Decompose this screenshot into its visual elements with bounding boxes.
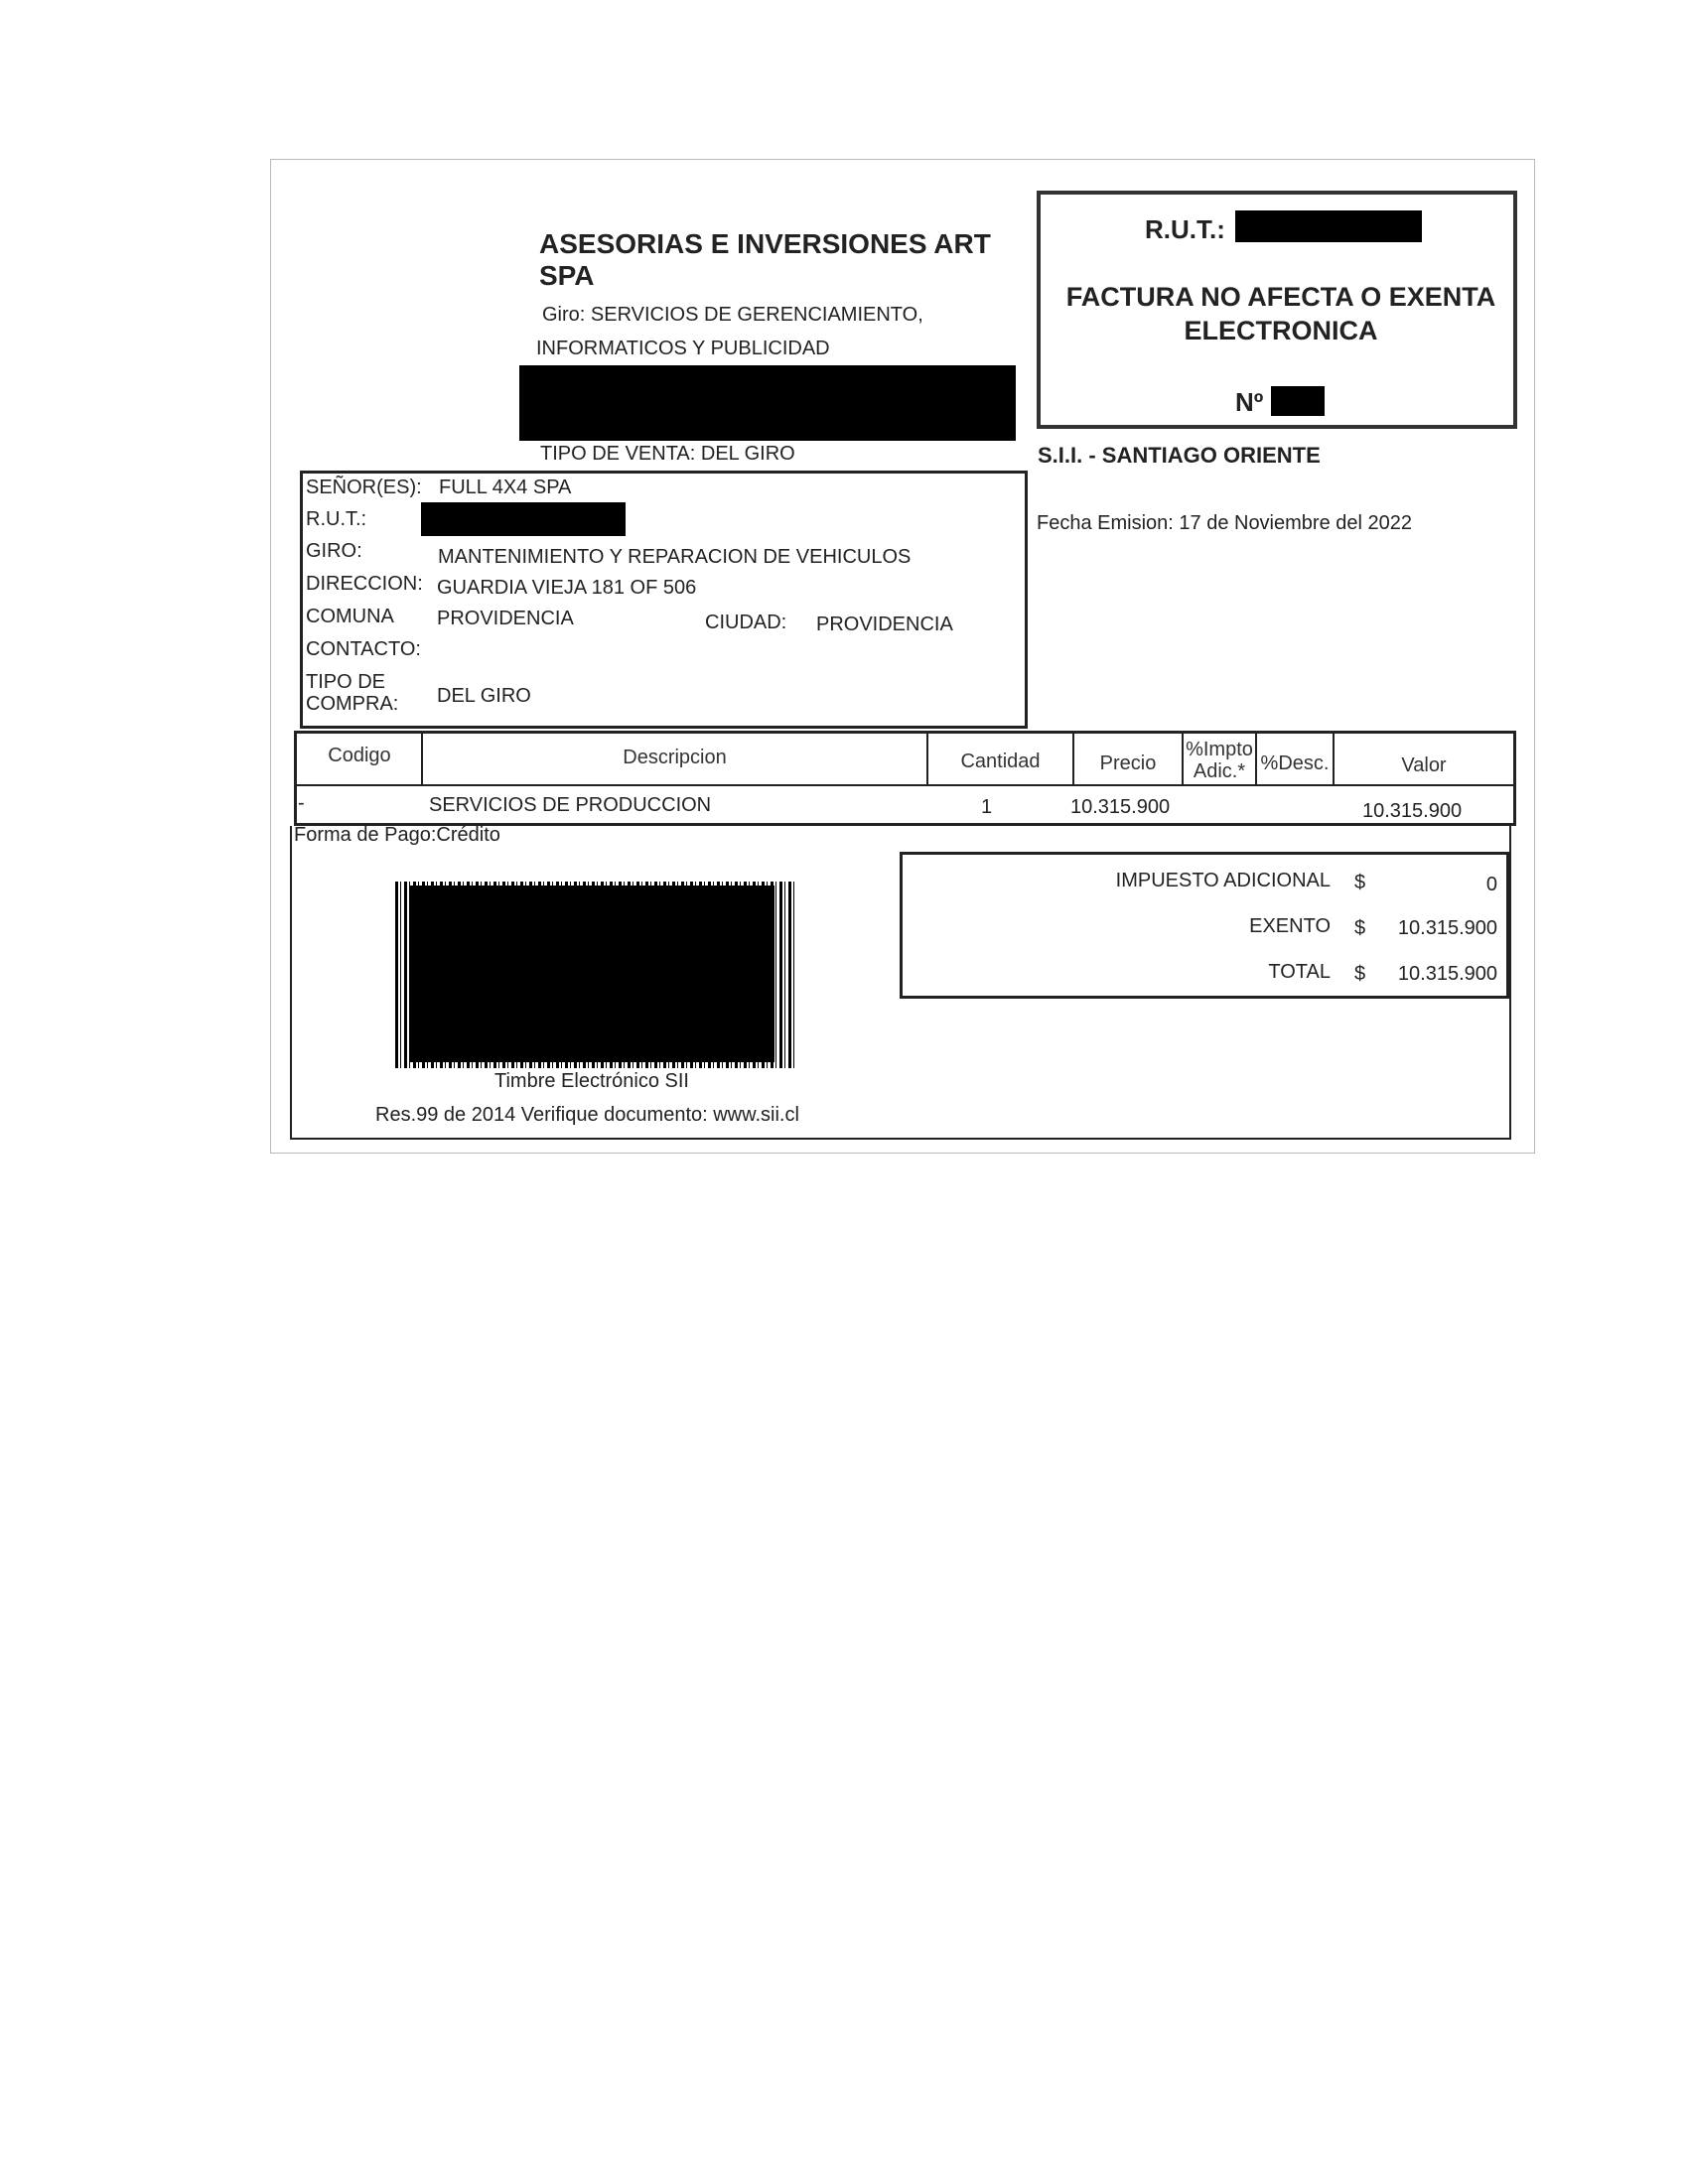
- header-impto-adic: [1184, 739, 1255, 782]
- total-label: TOTAL: [1268, 961, 1331, 983]
- total-currency: $: [1354, 963, 1366, 985]
- sii-office: S.I.I. - SANTIAGO ORIENTE: [1038, 443, 1321, 468]
- row-precio: 10.315.900: [1070, 796, 1171, 818]
- client-name: FULL 4X4 SPA: [439, 477, 572, 498]
- senores-label: SEÑOR(ES):: [306, 477, 422, 498]
- client-giro-label: GIRO:: [306, 540, 362, 562]
- exento-value: 10.315.900: [1397, 917, 1497, 939]
- client-comuna-label: COMUNA: [306, 606, 394, 627]
- client-direccion-label: DIRECCION:: [306, 573, 423, 595]
- redacted-issuer-rut: [1235, 210, 1422, 242]
- client-direccion: GUARDIA VIEJA 181 OF 506: [437, 577, 697, 599]
- tipo-compra-label-line-1: TIPO DE: [306, 671, 386, 693]
- row-codigo: -: [298, 792, 305, 814]
- header-cantidad: Cantidad: [960, 751, 1041, 772]
- exento-label: EXENTO: [1249, 915, 1331, 937]
- client-box: [300, 471, 1028, 729]
- header-impto-line-2: Adic.*: [1193, 760, 1246, 782]
- client-rut-label: R.U.T.:: [306, 508, 367, 530]
- issuer-rut-label: R.U.T.:: [1145, 214, 1225, 244]
- issue-date: Fecha Emision: 17 de Noviembre del 2022: [1037, 512, 1412, 534]
- client-ciudad: PROVIDENCIA: [816, 614, 953, 635]
- table-row: [296, 786, 1514, 824]
- document-type: FACTURA NO AFECTA O EXENTA ELECTRONICA: [1065, 282, 1496, 345]
- header-desc: %Desc.: [1260, 752, 1330, 774]
- redacted-client-rut: [421, 502, 626, 536]
- header-impto-line-1: %Impto: [1186, 739, 1253, 760]
- row-valor: 10.315.900: [1362, 800, 1463, 822]
- row-descripcion: SERVICIOS DE PRODUCCION: [429, 794, 712, 816]
- exento-currency: $: [1354, 917, 1366, 939]
- header-valor: Valor: [1401, 754, 1447, 776]
- issuer-giro-line-2: INFORMATICOS Y PUBLICIDAD: [536, 338, 830, 359]
- row-cantidad: 1: [981, 796, 993, 818]
- tipo-compra-label: [306, 671, 398, 715]
- resolution-note: Res.99 de 2014 Verifique documento: www.sii.cl: [375, 1104, 799, 1126]
- client-ciudad-label: CIUDAD:: [705, 612, 787, 633]
- redacted-issuer-address: [519, 365, 1016, 441]
- impuesto-currency: $: [1354, 872, 1366, 893]
- redacted-timbre: [409, 886, 774, 1062]
- header-descripcion: Descripcion: [623, 747, 727, 768]
- header-codigo: Codigo: [328, 745, 391, 766]
- client-contacto-label: CONTACTO:: [306, 638, 421, 660]
- forma-de-pago: Forma de Pago:Crédito: [294, 824, 500, 846]
- issuer-giro-line-1: Giro: SERVICIOS DE GERENCIAMIENTO,: [542, 304, 923, 326]
- issuer-name: ASESORIAS E INVERSIONES ART SPA: [539, 228, 991, 291]
- impuesto-adicional-value: 0: [1485, 874, 1497, 895]
- total-value: 10.315.900: [1397, 963, 1497, 985]
- tipo-compra-label-line-2: COMPRA:: [306, 693, 399, 715]
- document-number-label: Nº: [1235, 387, 1264, 417]
- timbre-caption: Timbre Electrónico SII: [494, 1070, 689, 1092]
- redacted-document-number: [1271, 386, 1325, 416]
- tipo-venta: TIPO DE VENTA: DEL GIRO: [540, 443, 795, 465]
- client-comuna: PROVIDENCIA: [437, 608, 574, 629]
- header-precio: Precio: [1099, 752, 1157, 774]
- tipo-compra: DEL GIRO: [437, 685, 531, 707]
- impuesto-adicional-label: IMPUESTO ADICIONAL: [1115, 870, 1331, 891]
- client-giro: MANTENIMIENTO Y REPARACION DE VEHICULOS: [438, 546, 912, 568]
